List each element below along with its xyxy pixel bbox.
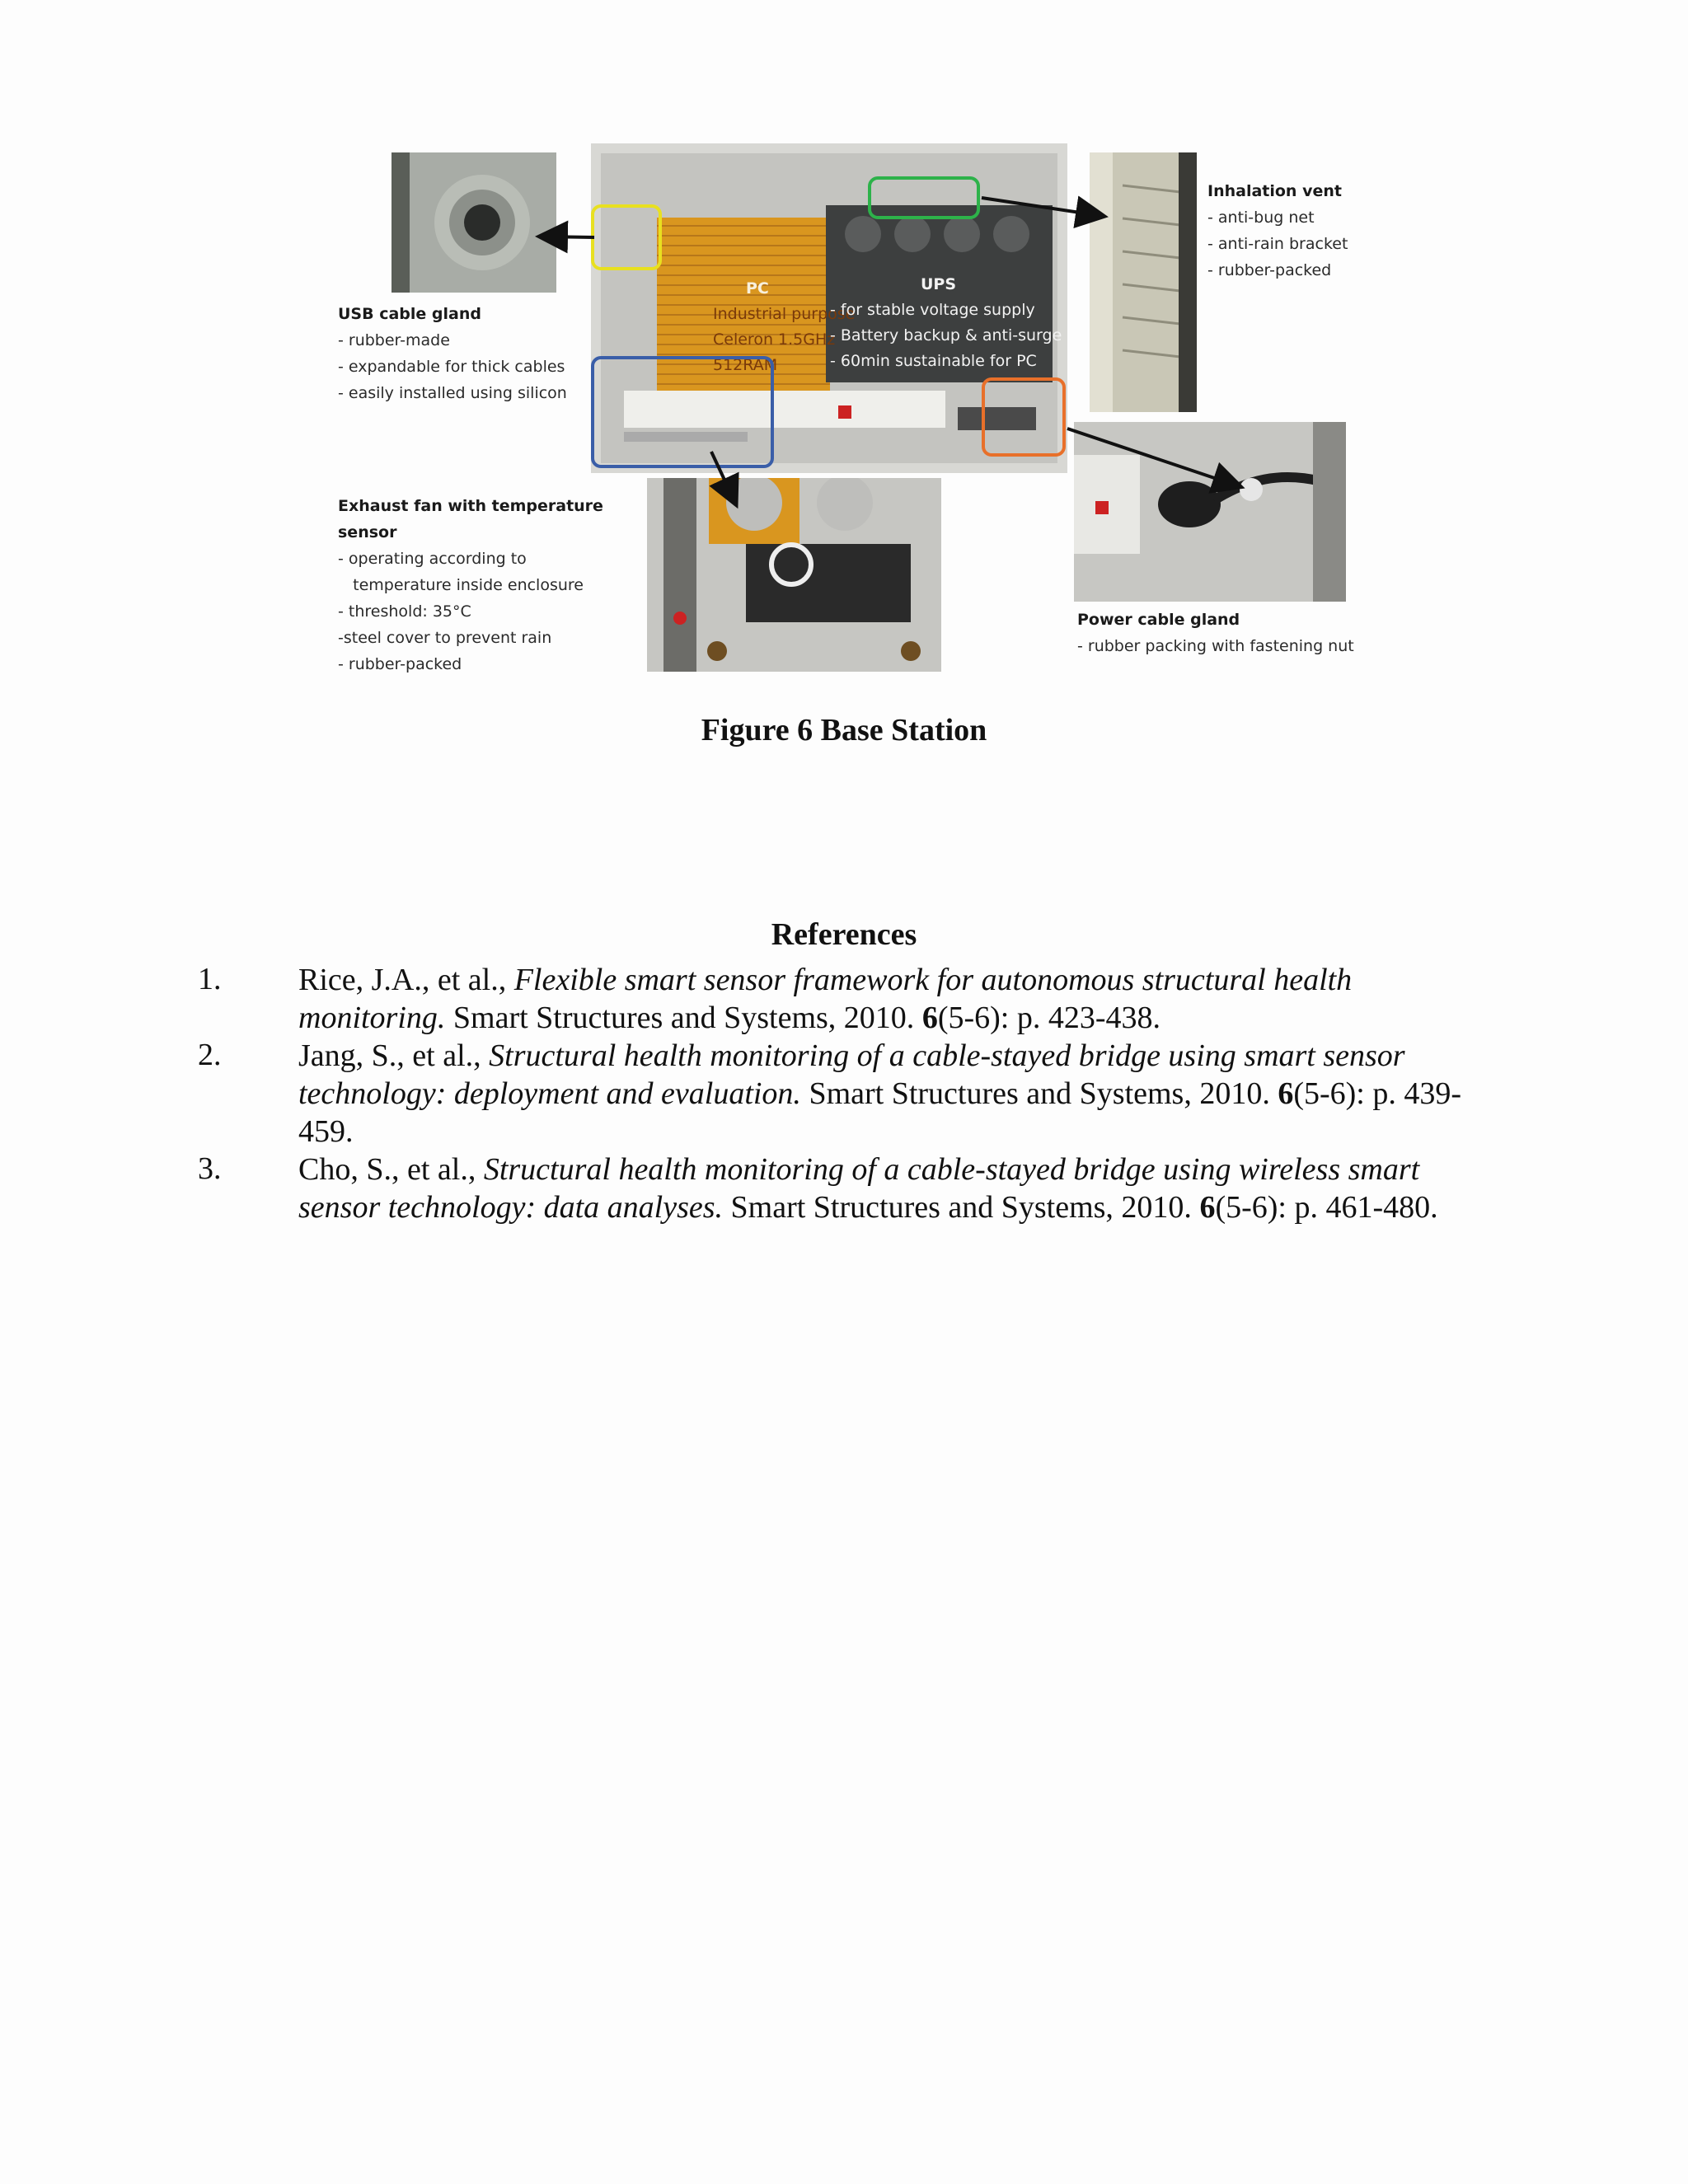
usb-cable-gland-title: USB cable gland — [338, 305, 481, 323]
annotation-line: - threshold: 35°C — [338, 602, 471, 621]
inhalation-vent-photo — [1090, 152, 1197, 412]
vent-highlight-box — [868, 176, 980, 219]
exhaust-fan-title: Exhaust fan with temperature — [338, 497, 603, 515]
ups-overlay — [830, 272, 1062, 374]
exhaust-fan-title-cont: sensor — [338, 523, 397, 541]
reference-title: Structural health monitoring of a cable-stayed bridge using wireless smart sensor technology: data analyses. — [298, 1152, 1420, 1225]
reference-title: Structural health monitoring of a cable-stayed bridge using smart sensor technology: deployment and evaluation. — [298, 1038, 1405, 1111]
pc-overlay-line: 512RAM — [713, 356, 778, 374]
reference-item — [298, 961, 1502, 1037]
ups-overlay-line: - 60min sustainable for PC — [830, 352, 1037, 370]
reference-number: 3. — [198, 1151, 222, 1186]
power-cable-gland-title: Power cable gland — [1077, 611, 1240, 629]
reference-journal: Smart Structures and Systems, 2010. — [723, 1190, 1200, 1225]
annotation-line: - anti-bug net — [1207, 209, 1315, 227]
ups-overlay-line: - for stable voltage supply — [830, 301, 1035, 319]
references-heading: References — [771, 917, 917, 952]
reference-pages: (5-6): p. 439-459. — [298, 1076, 1462, 1149]
annotation-line: temperature inside enclosure — [338, 576, 584, 594]
pc-overlay-line: Industrial purpose — [713, 305, 856, 323]
power-cable-gland-annotation — [1077, 607, 1354, 659]
reference-pages: (5-6): p. 423-438. — [937, 1001, 1160, 1035]
annotation-line: -steel cover to prevent rain — [338, 629, 552, 647]
annotation-line: - rubber-packed — [1207, 261, 1332, 279]
exhaust-fan-annotation — [338, 493, 603, 677]
usb-highlight-box — [591, 204, 662, 270]
reference-volume: 6 — [921, 1001, 938, 1035]
reference-authors: Rice, J.A., et al., — [298, 963, 514, 997]
ups-overlay-title: UPS — [921, 275, 957, 293]
power-highlight-box — [982, 377, 1066, 457]
reference-volume: 6 — [1199, 1190, 1216, 1225]
reference-number: 2. — [198, 1038, 222, 1072]
reference-journal: Smart Structures and Systems, 2010. — [445, 1001, 922, 1035]
fan-highlight-box — [591, 356, 774, 468]
reference-item — [298, 1151, 1502, 1226]
reference-title: Flexible smart sensor framework for autonomous structural health monitoring. — [298, 963, 1353, 1035]
exhaust-fan-image — [647, 478, 941, 672]
reference-journal: Smart Structures and Systems, 2010. — [800, 1076, 1278, 1111]
annotation-line: - rubber-packed — [338, 655, 462, 673]
reference-volume: 6 — [1278, 1076, 1294, 1111]
inhalation-vent-annotation — [1207, 178, 1348, 284]
ups-overlay-line: - Battery backup & anti-surge — [830, 326, 1062, 344]
exhaust-fan-photo — [647, 478, 941, 672]
reference-item — [298, 1037, 1502, 1151]
usb-cable-gland-photo — [392, 152, 556, 293]
usb-cable-gland-image — [392, 152, 556, 293]
annotation-line: - operating according to — [338, 550, 527, 568]
power-cable-gland-image — [1074, 422, 1346, 602]
annotation-line: - expandable for thick cables — [338, 358, 565, 376]
reference-pages: (5-6): p. 461-480. — [1215, 1190, 1438, 1225]
power-cable-gland-photo — [1074, 422, 1346, 602]
figure-base-station — [326, 140, 1389, 676]
inhalation-vent-image — [1090, 152, 1197, 412]
annotation-line: - rubber packing with fastening nut — [1077, 637, 1354, 655]
reference-authors: Jang, S., et al., — [298, 1038, 490, 1073]
annotation-line: - easily installed using silicon — [338, 384, 567, 402]
annotation-line: - rubber-made — [338, 331, 450, 349]
pc-overlay-title: PC — [746, 279, 769, 298]
reference-number: 1. — [198, 962, 222, 996]
usb-cable-gland-annotation — [338, 301, 567, 406]
inhalation-vent-title: Inhalation vent — [1207, 182, 1342, 200]
annotation-line: - anti-rain bracket — [1207, 235, 1348, 253]
reference-authors: Cho, S., et al., — [298, 1152, 484, 1187]
figure-caption: Figure 6 Base Station — [701, 713, 987, 748]
pc-overlay-line: Celeron 1.5GHz — [713, 330, 836, 349]
